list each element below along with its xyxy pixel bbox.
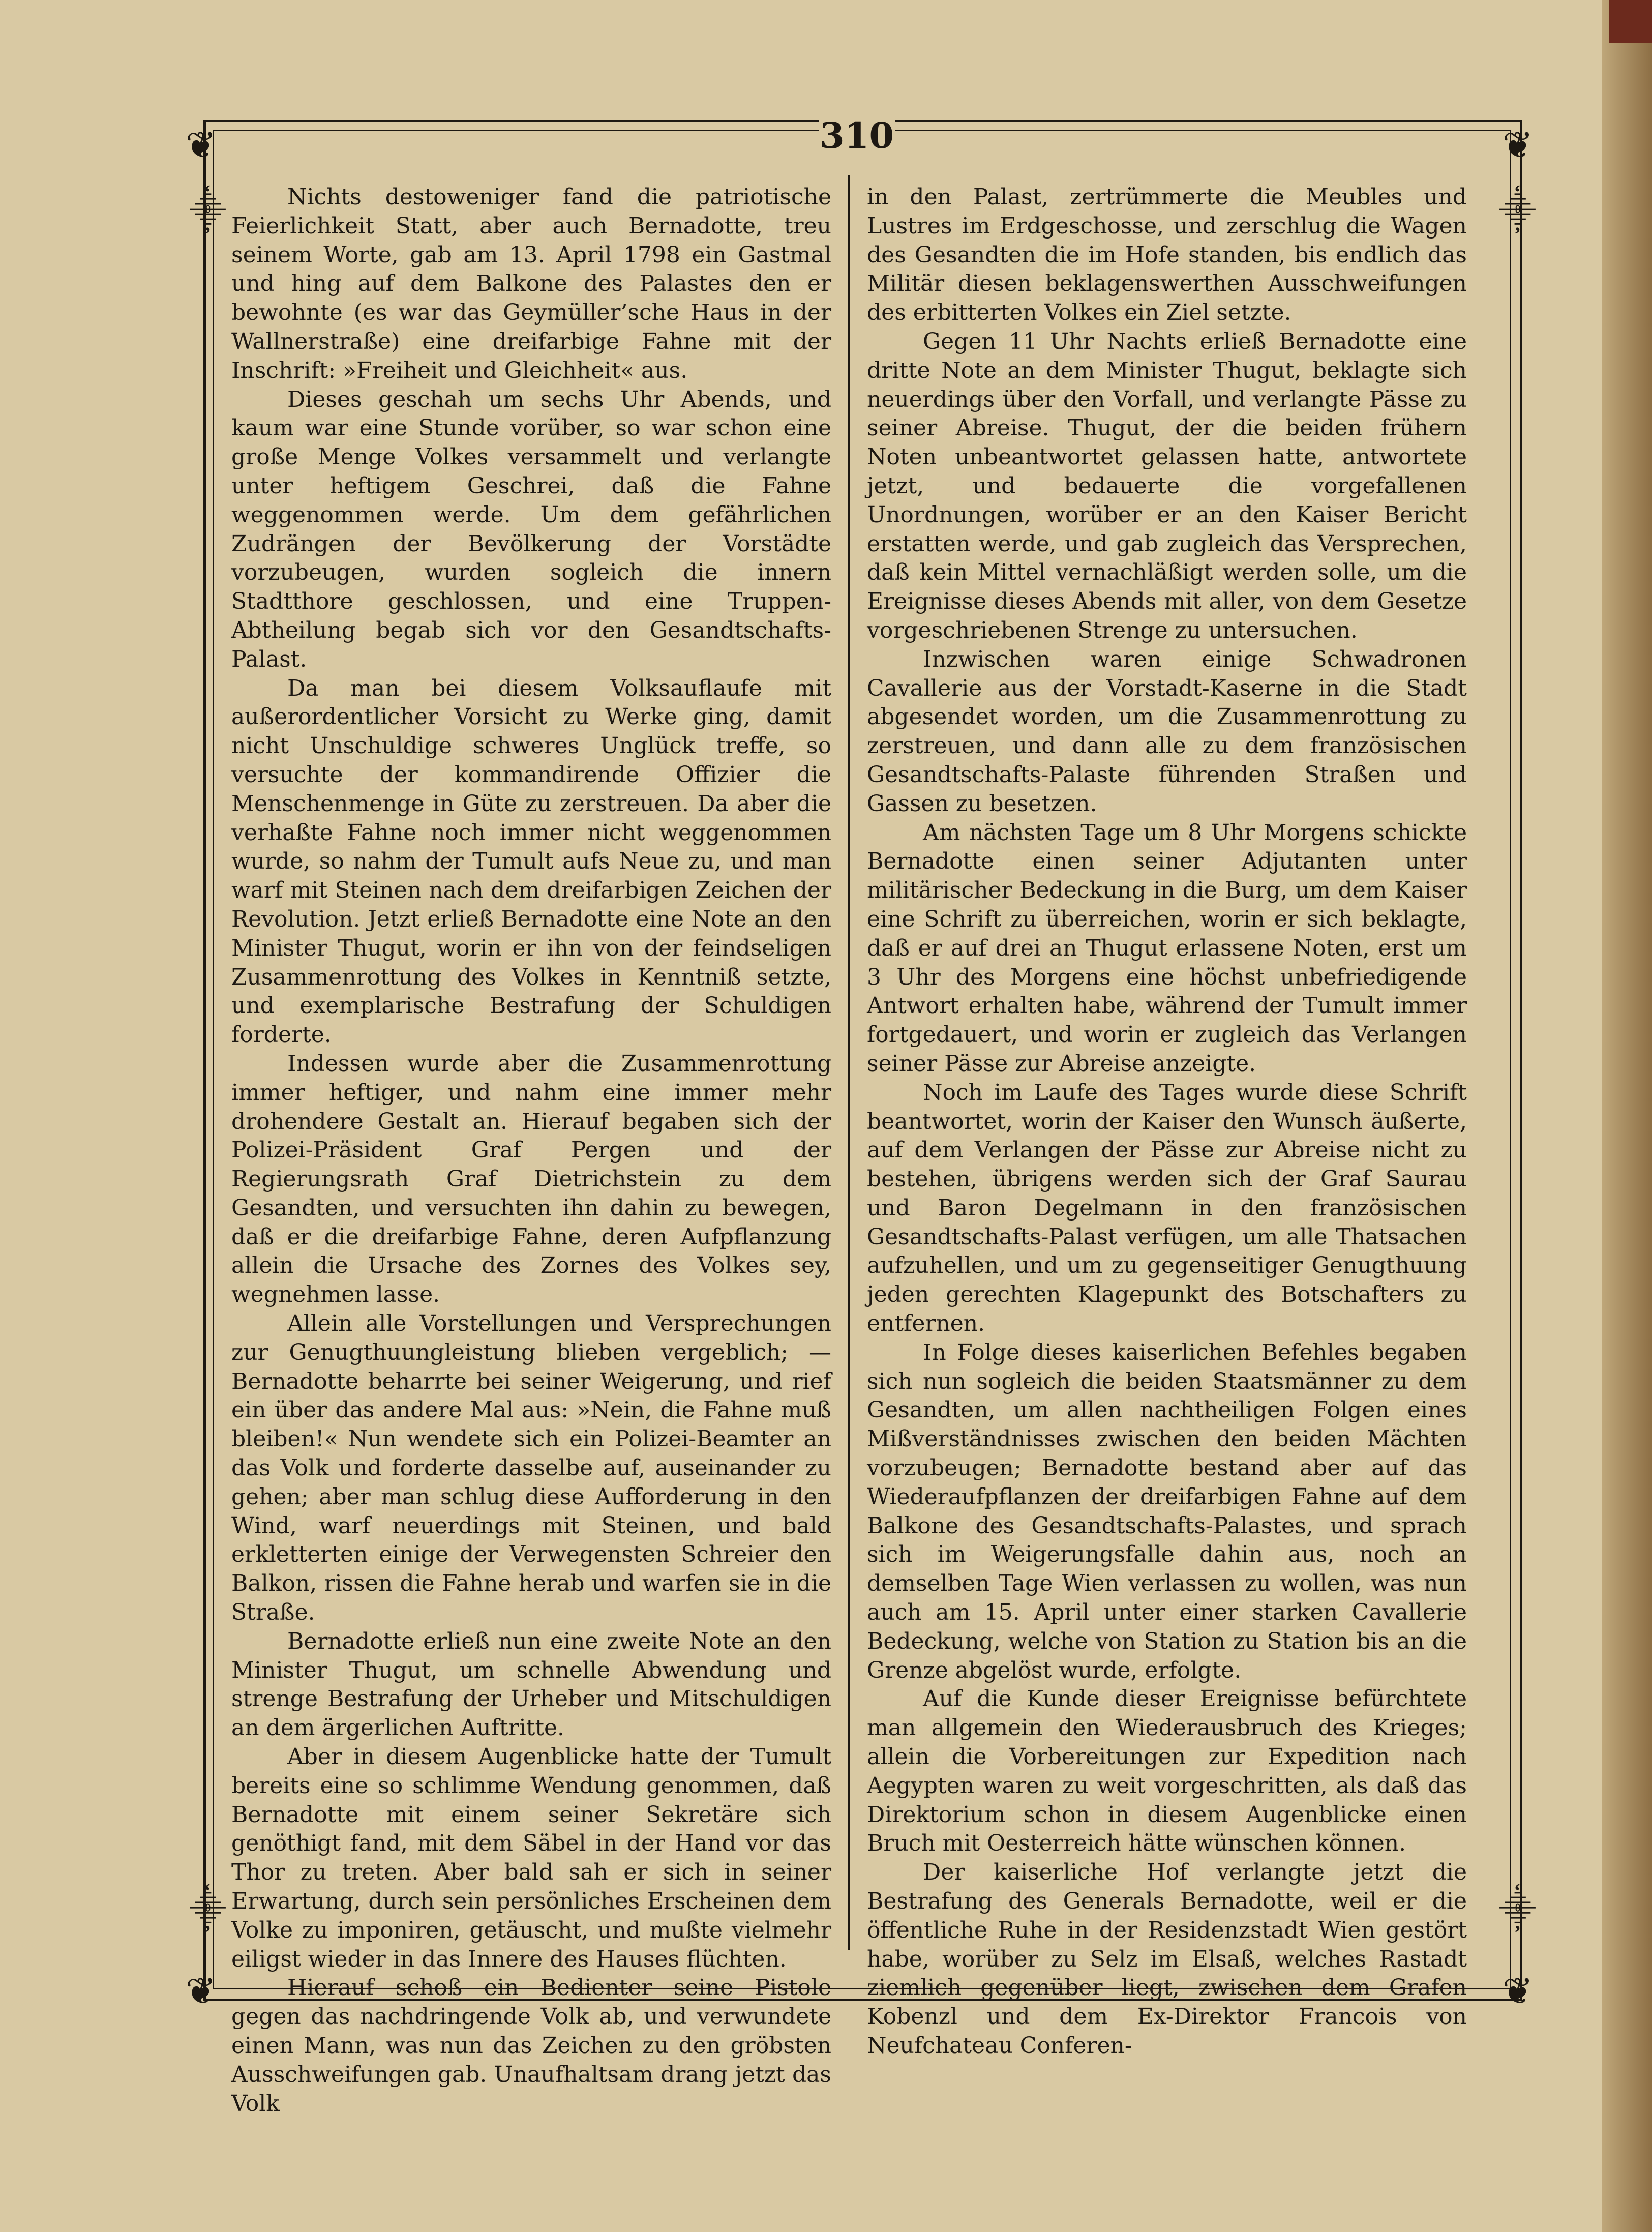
corner-ornament-top-right-icon: ❦ (1502, 124, 1534, 166)
paragraph: Da man bei diesem Volksauflaufe mit außerordentlicher Vorsicht zu Werke ging, damit nicht Unschuldige schweres Unglück treffe, so versuchte der kommandirende Offizier die Menschenmenge in Güte zu zerstreuen. Da aber die verhaßte Fahne noch immer nicht weggenommen wurde, so nahm der Tumult aufs Neue zu, und man warf mit Steinen nach dem dreifarbigen Zeichen der Revolution. Jetzt erließ Bernadotte eine Note an den Minister Thugut, worin er ihn von der feindseligen Zusammenrottung des Volkes in Kenntniß setzte, und exemplarische Bestrafung der Schuldigen forderte. (231, 675, 831, 1048)
paragraph: Bernadotte erließ nun eine zweite Note an den Minister Thugut, um schnelle Abwendung und strenge Bestrafung der Urheber und Mitschuldigen an dem ärgerlichen Auftritte. (231, 1628, 831, 1741)
paragraph: Gegen 11 Uhr Nachts erließ Bernadotte eine dritte Note an dem Minister Thugut, beklagte sich neuerdings über den Vorfall, und verlangte Pässe zu seiner Abreise. Thugut, der die beiden frühern Noten unbeantwortet gelassen hatte, antwortete jetzt, und bedauerte die vorgefallenen Unordnungen, worüber er an den Kaiser Bericht erstatten werde, und gab zugleich das Versprechen, daß kein Mittel vernachläßigt werden solle, um die Ereignisse dieses Abends mit aller, von dem Gesetze vorgeschriebenen Strenge zu untersuchen. (867, 328, 1467, 643)
paragraph: Inzwischen waren einige Schwadronen Cavallerie aus der Vorstadt-Kaserne in die Stadt abgesendet worden, um die Zusammenrottung zu zerstreuen, und dann alle zu dem französischen Gesandtschafts-Palaste führenden Straßen und Gassen zu besetzen. (867, 646, 1467, 817)
paragraph: Am nächsten Tage um 8 Uhr Morgens schickte Bernadotte einen seiner Adjutanten unter militärischer Bedeckung in die Burg, um dem Kaiser eine Schrift zu überreichen, worin er sich beklagte, daß er auf drei an Thugut erlassene Noten, erst um 3 Uhr des Morgens eine höchst unbefriedigende Antwort erhalten habe, während der Tumult immer fortgedauert, und worin er zugleich das Verlangen seiner Pässe zur Abreise anzeigte. (867, 819, 1467, 1077)
side-ornament-right-icon: ⸎ (1499, 190, 1536, 232)
paragraph: Aber in diesem Augenblicke hatte der Tumult bereits eine so schlimme Wendung genommen, daß Bernadotte mit einem seiner Sekretäre sich genöthigt fand, mit dem Säbel in der Hand vor das Thor zu treten. Aber bald sah er sich in seiner Erwartung, durch sein persönliches Erscheinen dem Volke zu imponiren, getäuscht, und mußte vielmehr eiligst wieder in das Innere des Hauses flüchten. (231, 1744, 831, 1972)
side-ornament-lower-right-icon: ⸎ (1499, 1889, 1536, 1930)
corner-ornament-bottom-left-icon: ❦ (185, 1970, 217, 2012)
corner-tab (1609, 0, 1652, 43)
page-number: 310 (819, 114, 895, 160)
right-column (867, 183, 1467, 2061)
paragraph: Indessen wurde aber die Zusammenrottung immer heftiger, und nahm eine immer mehr drohendere Gestalt an. Hierauf begaben sich der Polizei-Präsident Graf Pergen und der Regierungsrath Graf Dietrichstein zu dem Gesandten, und versuchten ihn dahin zu bewegen, daß er die dreifarbige Fahne, deren Aufpflanzung allein die Ursache des Zornes des Volkes sey, wegnehmen lasse. (231, 1050, 831, 1308)
corner-ornament-bottom-right-icon: ❦ (1502, 1970, 1534, 2012)
side-ornament-lower-left-icon: ⸎ (189, 1889, 226, 1930)
column-divider (848, 175, 850, 1950)
paragraph: Dieses geschah um sechs Uhr Abends, und kaum war eine Stunde vorüber, so war schon eine große Menge Volkes versammelt und verlangte unter heftigem Geschrei, daß die Fahne weggenommen werde. Um dem gefährlichen Zudrängen der Bevölkerung der Vorstädte vorzubeugen, wurden sogleich die innern Stadtthore geschlossen, und eine Truppen-Abtheilung begab sich vor den Gesandtschafts-Palast. (231, 386, 831, 672)
paragraph: Der kaiserliche Hof verlangte jetzt die Bestrafung des Generals Bernadotte, weil er die öffentliche Ruhe in der Residenzstadt Wien gestört habe, worüber zu Selz im Elsaß, welches Rastadt ziemlich gegenüber liegt, zwischen dem Grafen Kobenzl und dem Ex-Direktor Francois von Neufchateau Conferen- (867, 1859, 1467, 2059)
paragraph: In Folge dieses kaiserlichen Befehles begaben sich nun sogleich die beiden Staatsmänner zu dem Gesandten, um allen nachtheiligen Folgen eines Mißverständnisses zwischen den beiden Mächten vorzubeugen; Bernadotte bestand aber auf das Wiederaufpflanzen der dreifarbigen Fahne auf dem Balkone des Gesandtschafts-Palastes, und sprach sich im Weigerungsfalle dahin aus, noch an demselben Tage Wien verlassen zu wollen, was nun auch am 15. April unter einer starken Cavallerie Bedeckung, welche von Station zu Station bis an die Grenze abgelöst wurde, erfolgte. (867, 1339, 1467, 1683)
left-column (231, 183, 831, 2118)
side-ornament-left-icon: ⸎ (189, 190, 226, 232)
paragraph: Nichts destoweniger fand die patriotische Feierlichkeit Statt, aber auch Bernadotte, treu seinem Worte, gab am 13. April 1798 ein Gastmal und hing auf dem Balkone des Palastes den er bewohnte (es war das Geymüller’sche Haus in der Wallnerstraße) eine dreifarbige Fahne mit der Inschrift: »Freiheit und Gleichheit« aus. (231, 184, 831, 383)
paragraph: Hierauf schoß ein Bedienter seine Pistole gegen das nachdringende Volk ab, und verwundete einen Mann, was nun das Zeichen zu den gröbsten Ausschweifungen gab. Unaufhaltsam drang jetzt das Volk (231, 1975, 831, 2117)
paragraph: Allein alle Vorstellungen und Versprechungen zur Genugthuungleistung blieben vergeblich; — Bernadotte beharrte bei seiner Weigerung, und rief ein über das andere Mal aus: »Nein, die Fahne muß bleiben!« Nun wendete sich ein Polizei-Beamter an das Volk und forderte dasselbe auf, auseinander zu gehen; aber man schlug diese Aufforderung in den Wind, warf neuerdings mit Steinen, und bald erkletterten einige der Verwegensten Schreier den Balkon, rissen die Fahne herab und warfen sie in die Straße. (231, 1311, 831, 1626)
paragraph: Auf die Kunde dieser Ereignisse befürchtete man allgemein den Wiederausbruch des Krieges; allein die Vorbereitungen zur Expedition nach Aegypten waren zu weit vorgeschritten, als daß das Direktorium schon in diesem Augenblicke einen Bruch mit Oesterreich hätte wünschen können. (867, 1686, 1467, 1857)
corner-ornament-top-left-icon: ❦ (185, 124, 217, 166)
paragraph: in den Palast, zertrümmerte die Meubles und Lustres im Erdgeschosse, und zerschlug die Wagen des Gesandten die im Hofe standen, bis endlich das Militär diesen beklagenswerthen Ausschweifungen des erbitterten Volkes ein Ziel setzte. (867, 184, 1467, 326)
paragraph: Noch im Laufe des Tages wurde diese Schrift beantwortet, worin der Kaiser den Wunsch äußerte, auf dem Verlangen der Pässe zur Abreise nicht zu bestehen, übrigens werden sich der Graf Saurau und Baron Degelmann in den französischen Gesandtschafts-Palast verfügen, um alle Thatsachen aufzuhellen, und um zu gegenseitiger Genugthuung jeden gerechten Klagepunkt des Botschafters zu entfernen. (867, 1079, 1467, 1337)
page-gutter-shadow (1602, 0, 1652, 2232)
